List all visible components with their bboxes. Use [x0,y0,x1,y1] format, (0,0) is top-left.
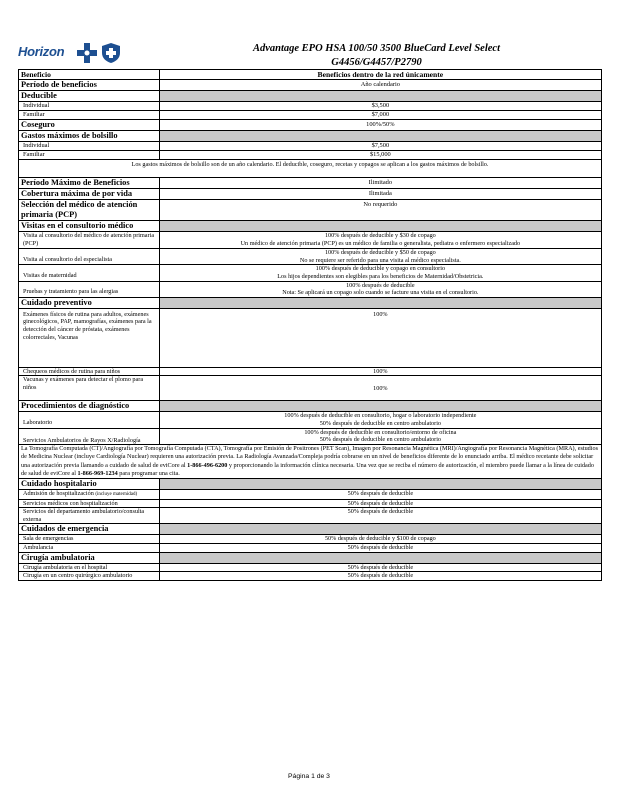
section-header-row [19,478,602,489]
note-text: La Tomografía Computada (CT)/Angiografía por Tomografía Computada (CTA), Tomografía por Emisión de Positrones (PET Scan), Imagen por Resonancia Magnética (MRI)/Angiografía por Resonancia Magnética (MRA), estudios de Medicina Nuclear (incluye Cardiología Nuclear) requieren una autorización previa. La Radiología Avanzada/Compleja podría cobrarse en un nivel de beneficios diferente de lo enunciado arriba. El médico recetante debe solicitar una autorización previa llamando a cuidado de salud de eviCore al [21,445,598,469]
row-label: Exámenes físicos de rutina para adultos, exámenes ginecológicos, PAP, mamografías, exámenes para la detección del cáncer de próstata, exámenes colorrectales, Vacunas [19,308,160,367]
row-value: Ilimitada [159,189,601,200]
section-band [159,552,601,563]
row-value [159,265,601,281]
row-label: Vacunas y exámenes para detectar el plomo para niños [19,376,160,401]
row-value: $3,500 [159,102,601,111]
row-label: Cirugía ambulatoria en el hospital [19,563,160,572]
row-value: 50% después de deducible [159,489,601,499]
section-header-row [19,297,602,308]
row-value: 50% después de deducible [159,572,601,581]
section-title: Procedimientos de diagnóstico [19,401,160,412]
section-band [159,131,601,142]
row-value: 50% después de deducible [159,499,601,508]
row-label: Coseguro [19,120,160,131]
row-label: Chequeos médicos de rutina para niños [19,367,160,376]
horizon-logo [18,40,146,66]
section-header-row [19,91,602,102]
row-label: Cirugía en un centro quirúrgico ambulatorio [19,572,160,581]
section-title: Cuidado preventivo [19,297,160,308]
page-number: Página 1 de 3 [288,773,330,780]
row-value: 50% después de deducible y $100 de copago [159,535,601,544]
column-header-network: Beneficios dentro de la red únicamente [159,70,601,80]
table-row [19,428,602,445]
row-value: $7,000 [159,111,601,120]
value-line: 100% después de deducible y copago en consultorio [315,265,446,273]
table-row [19,265,602,281]
section-title: Cirugía ambulatoria [19,552,160,563]
row-label: Familiar [19,151,160,160]
row-label: Ambulancia [19,543,160,552]
section-title: Gastos máximos de bolsillo [19,131,160,142]
row-label: Sala de emergencias [19,535,160,544]
table-row [19,499,602,508]
row-value: 50% después de deducible [159,508,601,524]
value-line: 100% después de deducible y $30 de copago [324,232,436,239]
table-row [19,535,602,544]
row-value: $7,500 [159,142,601,151]
blue-cross-icon [76,42,98,64]
note-text: para programar una cita. [117,469,180,477]
table-row [19,376,602,401]
note-row [19,160,602,178]
row-value [159,249,601,265]
row-value: 100%/50% [159,120,601,131]
plan-title-line-1: Advantage EPO HSA 100/50 3500 BlueCard Level Select [252,43,501,54]
row-label-text: Admisión de hospitalización [23,489,94,497]
value-line: 100% después de deducible en consultorio, hogar o laboratorio independiente [284,412,477,420]
row-value [159,412,601,428]
row-value [159,428,601,445]
section-title: Cuidado hospitalario [19,478,160,489]
table-row [19,151,602,160]
out-of-pocket-note: Los gastos máximos de bolsillo son de un año calendario. El deducible, coseguro, recetas y copagos se aplican a los gastos máximos de bolsillo. [19,160,602,178]
table-row [19,249,602,265]
row-label: Individual [19,142,160,151]
row-label: Visita al consultorio del médico de atención primaria (PCP) [19,232,160,249]
table-row [19,102,602,111]
value-line: 100% después de deducible y $50 de copago [324,249,436,257]
evicore-phone-1: 1-866-496-6200 [187,461,228,469]
value-line: 100% después de deducible [346,281,415,289]
row-value: 50% después de deducible [159,563,601,572]
row-label: Servicios del departamento ambulatorio/consulta externa [19,508,160,524]
table-row [19,80,602,91]
row-label: Período de beneficios [19,80,160,91]
row-label: Visita al consultorio del especialista [19,249,160,265]
row-value: 50% después de deducible [159,543,601,552]
row-value [159,281,601,297]
table-row [19,200,602,221]
row-label-note: (incluye maternidad) [95,491,138,497]
column-header-benefit: Beneficio [19,70,160,80]
section-band [159,91,601,102]
row-label: Familiar [19,111,160,120]
section-header-row [19,131,602,142]
row-label: Pruebas y tratamiento para las alergias [19,281,160,297]
table-row [19,281,602,297]
row-value: No requerido [159,200,601,221]
blue-shield-icon [100,42,122,64]
section-band [159,478,601,489]
plan-title [150,42,603,70]
value-line: No se requiere ser referido para una visita al médico especialista. [299,256,461,264]
value-line: 100% después de deducible en consultorio/entorno de oficina [304,428,457,436]
row-label: Individual [19,102,160,111]
table-row [19,308,602,367]
table-row [19,367,602,376]
section-band [159,221,601,232]
table-header-row [19,70,602,80]
row-value: 100% [159,308,601,367]
value-line: 50% después de deducible en centro ambulatorio [319,436,442,444]
row-label [19,489,160,499]
row-value: 100% [159,376,601,401]
section-header-row [19,221,602,232]
section-band [159,297,601,308]
table-row [19,232,602,249]
row-value [159,232,601,249]
section-header-row [19,552,602,563]
row-label: Laboratorio [19,412,160,428]
value-line: Un médico de atención primaria (PCP) es un médico de familia o generalista, pediatra o enfermero especializado [240,239,521,247]
note-text: y proporcionando la información clínica necesaria. Una vez que se reciba el número de autorización, el miembro puede llamar a la línea de cuidado de salud de eviCore al [21,461,594,477]
table-row [19,142,602,151]
table-row [19,543,602,552]
evicore-phone-2: 1-866-969-1234 [77,469,118,477]
row-label: Servicios Ambulatorios de Rayos X/Radiología [19,428,160,445]
table-row [19,572,602,581]
table-row [19,563,602,572]
section-title: Deducible [19,91,160,102]
row-value: Año calendario [159,80,601,91]
logo-wordmark: Horizon [18,44,65,59]
row-label: Selección del médico de atención primaria (PCP) [19,200,160,221]
row-value: 100% [159,367,601,376]
table-row [19,508,602,524]
row-label: Visitas de maternidad [19,265,160,281]
advanced-radiology-note-row [19,445,602,479]
table-row [19,178,602,189]
row-label: Servicios médicos con hospitalización [19,499,160,508]
plan-title-line-2: G4456/G4457/P2790 [331,57,422,68]
row-label: Cobertura máxima de por vida [19,189,160,200]
section-title: Visitas en el consultorio médico [19,221,160,232]
table-row [19,111,602,120]
table-row [19,189,602,200]
table-row [19,412,602,428]
row-value: Ilimitado [159,178,601,189]
section-header-row [19,524,602,535]
value-line: Los hijos dependientes son elegibles para los beneficios de Maternidad/Obstetricia. [277,272,484,280]
benefits-table [18,69,602,581]
row-label: Período Máximo de Beneficios [19,178,160,189]
table-row [19,120,602,131]
section-title: Cuidados de emergencia [19,524,160,535]
section-header-row [19,401,602,412]
document-header [18,36,603,68]
value-line: Nota: Se aplicará un copago solo cuando se facture una visita en el consultorio. [282,289,479,297]
value-line: 50% después de deducible en centro ambulatorio [319,419,442,427]
advanced-radiology-note [19,445,602,479]
table-row [19,489,602,499]
section-band [159,524,601,535]
section-band [159,401,601,412]
row-value: $15,000 [159,151,601,160]
